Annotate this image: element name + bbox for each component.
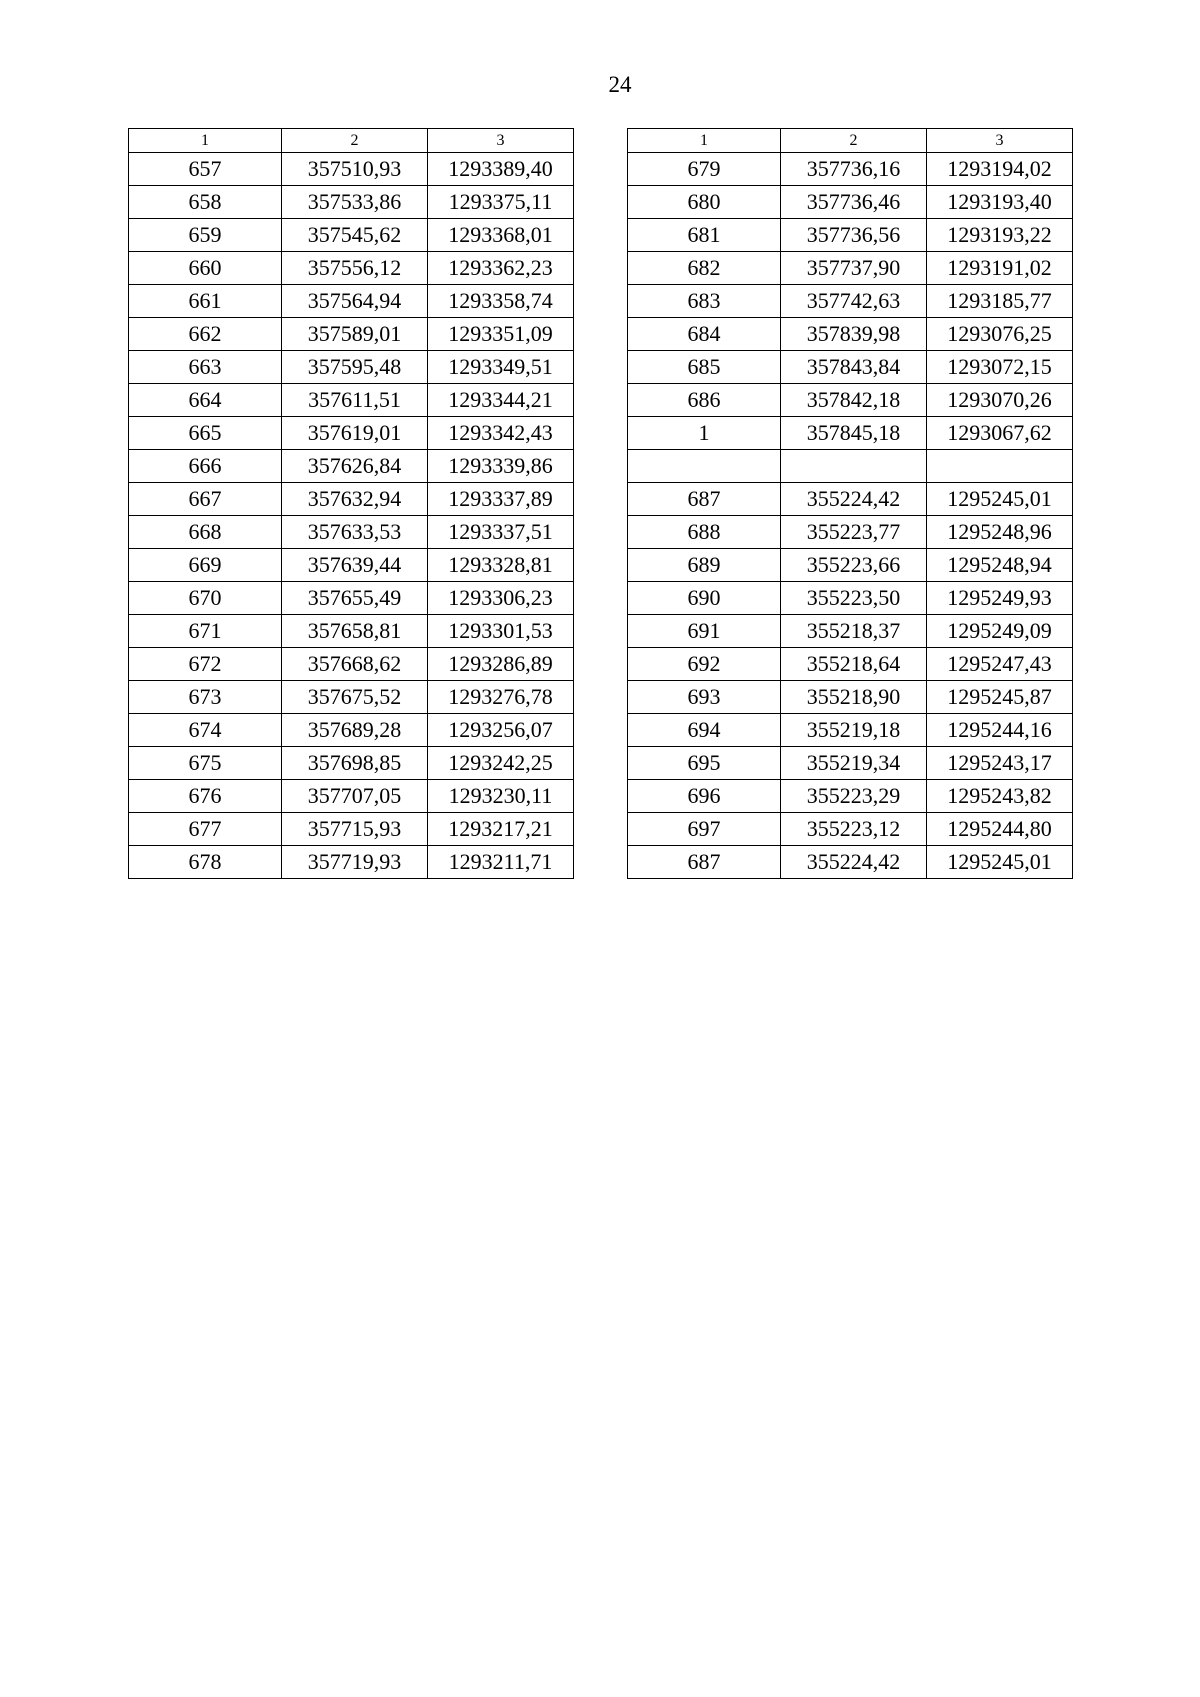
cell-point-number: 659 xyxy=(129,219,282,252)
table-row xyxy=(129,252,574,285)
cell-x-coordinate: 355219,34 xyxy=(781,747,927,780)
cell-x-coordinate: 357619,01 xyxy=(282,417,428,450)
cell-point-number: 690 xyxy=(628,582,781,615)
cell-y-coordinate: 1293276,78 xyxy=(428,681,574,714)
cell-y-coordinate: 1295243,82 xyxy=(927,780,1073,813)
table-row xyxy=(628,219,1073,252)
cell-point-number: 691 xyxy=(628,615,781,648)
cell-point-number: 672 xyxy=(129,648,282,681)
table-row xyxy=(129,153,574,186)
cell-y-coordinate: 1293067,62 xyxy=(927,417,1073,450)
cell-y-coordinate: 1293185,77 xyxy=(927,285,1073,318)
cell-y-coordinate: 1293306,23 xyxy=(428,582,574,615)
cell-point-number: 1 xyxy=(628,417,781,450)
cell-y-coordinate: 1293217,21 xyxy=(428,813,574,846)
table-row xyxy=(129,384,574,417)
cell-y-coordinate: 1295247,43 xyxy=(927,648,1073,681)
table-row xyxy=(628,516,1073,549)
cell-y-coordinate: 1295243,17 xyxy=(927,747,1073,780)
cell-point-number: 686 xyxy=(628,384,781,417)
cell-x-coordinate: 357595,48 xyxy=(282,351,428,384)
table-row xyxy=(628,780,1073,813)
cell-x-coordinate: 355218,64 xyxy=(781,648,927,681)
table-row xyxy=(129,549,574,582)
column-header-point-number: 1 xyxy=(628,129,781,153)
cell-x-coordinate: 355223,50 xyxy=(781,582,927,615)
cell-x-coordinate: 357843,84 xyxy=(781,351,927,384)
cell-y-coordinate: 1293193,22 xyxy=(927,219,1073,252)
cell-y-coordinate: 1293389,40 xyxy=(428,153,574,186)
cell-y-coordinate: 1295245,87 xyxy=(927,681,1073,714)
cell-point-number: 670 xyxy=(129,582,282,615)
table-row xyxy=(628,483,1073,516)
cell-point-number: 694 xyxy=(628,714,781,747)
cell-y-coordinate: 1293349,51 xyxy=(428,351,574,384)
cell-point-number: 671 xyxy=(129,615,282,648)
cell-y-coordinate: 1293194,02 xyxy=(927,153,1073,186)
cell-x-coordinate: 357737,90 xyxy=(781,252,927,285)
cell-point-number: 687 xyxy=(628,846,781,879)
cell-y-coordinate: 1293256,07 xyxy=(428,714,574,747)
table-row xyxy=(129,450,574,483)
cell-point-number: 665 xyxy=(129,417,282,450)
cell-x-coordinate: 357589,01 xyxy=(282,318,428,351)
cell-x-coordinate: 357668,62 xyxy=(282,648,428,681)
cell-x-coordinate: 357845,18 xyxy=(781,417,927,450)
table-row xyxy=(129,351,574,384)
column-header-x: 2 xyxy=(282,129,428,153)
cell-point-number: 664 xyxy=(129,384,282,417)
cell-y-coordinate: 1293193,40 xyxy=(927,186,1073,219)
cell-x-coordinate: 355224,42 xyxy=(781,846,927,879)
table-row xyxy=(628,648,1073,681)
cell-x-coordinate: 357839,98 xyxy=(781,318,927,351)
table-row xyxy=(628,615,1073,648)
table-header-row xyxy=(628,129,1073,153)
table-row xyxy=(628,318,1073,351)
cell-x-coordinate: 357632,94 xyxy=(282,483,428,516)
cell-x-coordinate: 357639,44 xyxy=(282,549,428,582)
cell-x-coordinate: 357556,12 xyxy=(282,252,428,285)
cell-y-coordinate: 1293286,89 xyxy=(428,648,574,681)
cell-point-number: 684 xyxy=(628,318,781,351)
cell-x-coordinate: 357675,52 xyxy=(282,681,428,714)
table-row xyxy=(129,318,574,351)
cell-x-coordinate: 357689,28 xyxy=(282,714,428,747)
table-row xyxy=(628,351,1073,384)
cell-y-coordinate: 1293337,89 xyxy=(428,483,574,516)
cell-x-coordinate: 357698,85 xyxy=(282,747,428,780)
cell-y-coordinate: 1293368,01 xyxy=(428,219,574,252)
table-row xyxy=(628,252,1073,285)
cell-point-number: 689 xyxy=(628,549,781,582)
coordinates-table-left xyxy=(128,128,574,879)
cell-point-number: 680 xyxy=(628,186,781,219)
cell-y-coordinate: 1293342,43 xyxy=(428,417,574,450)
table-row xyxy=(628,549,1073,582)
cell-y-coordinate: 1295244,16 xyxy=(927,714,1073,747)
page-number: 24 xyxy=(608,72,632,97)
table-row xyxy=(129,648,574,681)
coordinates-table-right xyxy=(627,128,1073,879)
cell-x-coordinate: 357742,63 xyxy=(781,285,927,318)
table-body xyxy=(129,153,574,879)
table-row xyxy=(628,417,1073,450)
cell-y-coordinate: 1293351,09 xyxy=(428,318,574,351)
cell-point-number: 683 xyxy=(628,285,781,318)
table-row xyxy=(129,285,574,318)
table-row xyxy=(129,714,574,747)
cell-y-coordinate: 1295248,96 xyxy=(927,516,1073,549)
cell-y-coordinate: 1293328,81 xyxy=(428,549,574,582)
table-row xyxy=(129,846,574,879)
cell-y-coordinate: 1293070,26 xyxy=(927,384,1073,417)
cell-point-number: 677 xyxy=(129,813,282,846)
cell-point-number: 678 xyxy=(129,846,282,879)
cell-point-number: 682 xyxy=(628,252,781,285)
cell-point-number: 673 xyxy=(129,681,282,714)
cell-y-coordinate: 1295245,01 xyxy=(927,483,1073,516)
cell-point-number: 687 xyxy=(628,483,781,516)
column-header-x: 2 xyxy=(781,129,927,153)
cell-point-number: 696 xyxy=(628,780,781,813)
cell-y-coordinate: 1293375,11 xyxy=(428,186,574,219)
cell-point-number: 685 xyxy=(628,351,781,384)
cell-y-coordinate: 1295248,94 xyxy=(927,549,1073,582)
cell-point-number: 693 xyxy=(628,681,781,714)
table-row xyxy=(628,285,1073,318)
cell-point-number: 662 xyxy=(129,318,282,351)
cell-point-number: 657 xyxy=(129,153,282,186)
cell-point-number: 661 xyxy=(129,285,282,318)
cell-x-coordinate: 357564,94 xyxy=(282,285,428,318)
cell-point-number: 675 xyxy=(129,747,282,780)
cell-y-coordinate xyxy=(927,450,1073,483)
cell-x-coordinate xyxy=(781,450,927,483)
table-row xyxy=(129,219,574,252)
cell-y-coordinate: 1293362,23 xyxy=(428,252,574,285)
cell-x-coordinate: 355223,29 xyxy=(781,780,927,813)
cell-x-coordinate: 355223,12 xyxy=(781,813,927,846)
cell-y-coordinate: 1293191,02 xyxy=(927,252,1073,285)
table-row xyxy=(129,186,574,219)
cell-point-number: 697 xyxy=(628,813,781,846)
cell-point-number: 658 xyxy=(129,186,282,219)
cell-x-coordinate: 357655,49 xyxy=(282,582,428,615)
cell-x-coordinate: 357736,16 xyxy=(781,153,927,186)
table-row xyxy=(628,186,1073,219)
column-header-point-number: 1 xyxy=(129,129,282,153)
cell-y-coordinate: 1293344,21 xyxy=(428,384,574,417)
table-row xyxy=(628,714,1073,747)
cell-y-coordinate: 1295244,80 xyxy=(927,813,1073,846)
cell-point-number: 676 xyxy=(129,780,282,813)
cell-point-number: 668 xyxy=(129,516,282,549)
cell-point-number: 692 xyxy=(628,648,781,681)
cell-x-coordinate: 355218,90 xyxy=(781,681,927,714)
cell-x-coordinate: 357545,62 xyxy=(282,219,428,252)
table-header-row xyxy=(129,129,574,153)
cell-y-coordinate: 1293339,86 xyxy=(428,450,574,483)
cell-x-coordinate: 357707,05 xyxy=(282,780,428,813)
cell-x-coordinate: 357719,93 xyxy=(282,846,428,879)
cell-y-coordinate: 1293072,15 xyxy=(927,351,1073,384)
cell-x-coordinate: 357633,53 xyxy=(282,516,428,549)
table-row xyxy=(628,582,1073,615)
table-row xyxy=(628,813,1073,846)
cell-x-coordinate: 357626,84 xyxy=(282,450,428,483)
table-row xyxy=(129,615,574,648)
table-row xyxy=(129,582,574,615)
table-row xyxy=(628,846,1073,879)
table-row xyxy=(628,450,1073,483)
cell-y-coordinate: 1293242,25 xyxy=(428,747,574,780)
table-row xyxy=(129,483,574,516)
column-header-y: 3 xyxy=(927,129,1073,153)
cell-x-coordinate: 357611,51 xyxy=(282,384,428,417)
cell-point-number: 663 xyxy=(129,351,282,384)
cell-x-coordinate: 357658,81 xyxy=(282,615,428,648)
cell-y-coordinate: 1295245,01 xyxy=(927,846,1073,879)
cell-point-number: 669 xyxy=(129,549,282,582)
cell-y-coordinate: 1293358,74 xyxy=(428,285,574,318)
cell-y-coordinate: 1295249,93 xyxy=(927,582,1073,615)
cell-point-number: 674 xyxy=(129,714,282,747)
table-body xyxy=(628,153,1073,879)
cell-point-number: 666 xyxy=(129,450,282,483)
cell-y-coordinate: 1293211,71 xyxy=(428,846,574,879)
cell-point-number: 695 xyxy=(628,747,781,780)
table-row xyxy=(129,780,574,813)
cell-y-coordinate: 1293301,53 xyxy=(428,615,574,648)
cell-point-number: 681 xyxy=(628,219,781,252)
table-row xyxy=(628,747,1073,780)
cell-y-coordinate: 1295249,09 xyxy=(927,615,1073,648)
table-row xyxy=(129,516,574,549)
table-row xyxy=(129,747,574,780)
cell-point-number: 667 xyxy=(129,483,282,516)
table-row xyxy=(628,384,1073,417)
table-row xyxy=(129,813,574,846)
cell-point-number: 688 xyxy=(628,516,781,549)
cell-x-coordinate: 357736,46 xyxy=(781,186,927,219)
cell-point-number: 660 xyxy=(129,252,282,285)
cell-x-coordinate: 357533,86 xyxy=(282,186,428,219)
cell-x-coordinate: 355224,42 xyxy=(781,483,927,516)
table-row xyxy=(129,417,574,450)
cell-x-coordinate: 355218,37 xyxy=(781,615,927,648)
table-row xyxy=(129,681,574,714)
table-row xyxy=(628,681,1073,714)
cell-x-coordinate: 355219,18 xyxy=(781,714,927,747)
cell-x-coordinate: 357736,56 xyxy=(781,219,927,252)
cell-x-coordinate: 355223,77 xyxy=(781,516,927,549)
cell-point-number xyxy=(628,450,781,483)
cell-point-number: 679 xyxy=(628,153,781,186)
cell-x-coordinate: 355223,66 xyxy=(781,549,927,582)
cell-y-coordinate: 1293230,11 xyxy=(428,780,574,813)
column-header-y: 3 xyxy=(428,129,574,153)
cell-x-coordinate: 357510,93 xyxy=(282,153,428,186)
cell-y-coordinate: 1293337,51 xyxy=(428,516,574,549)
cell-x-coordinate: 357715,93 xyxy=(282,813,428,846)
cell-y-coordinate: 1293076,25 xyxy=(927,318,1073,351)
table-row xyxy=(628,153,1073,186)
cell-x-coordinate: 357842,18 xyxy=(781,384,927,417)
